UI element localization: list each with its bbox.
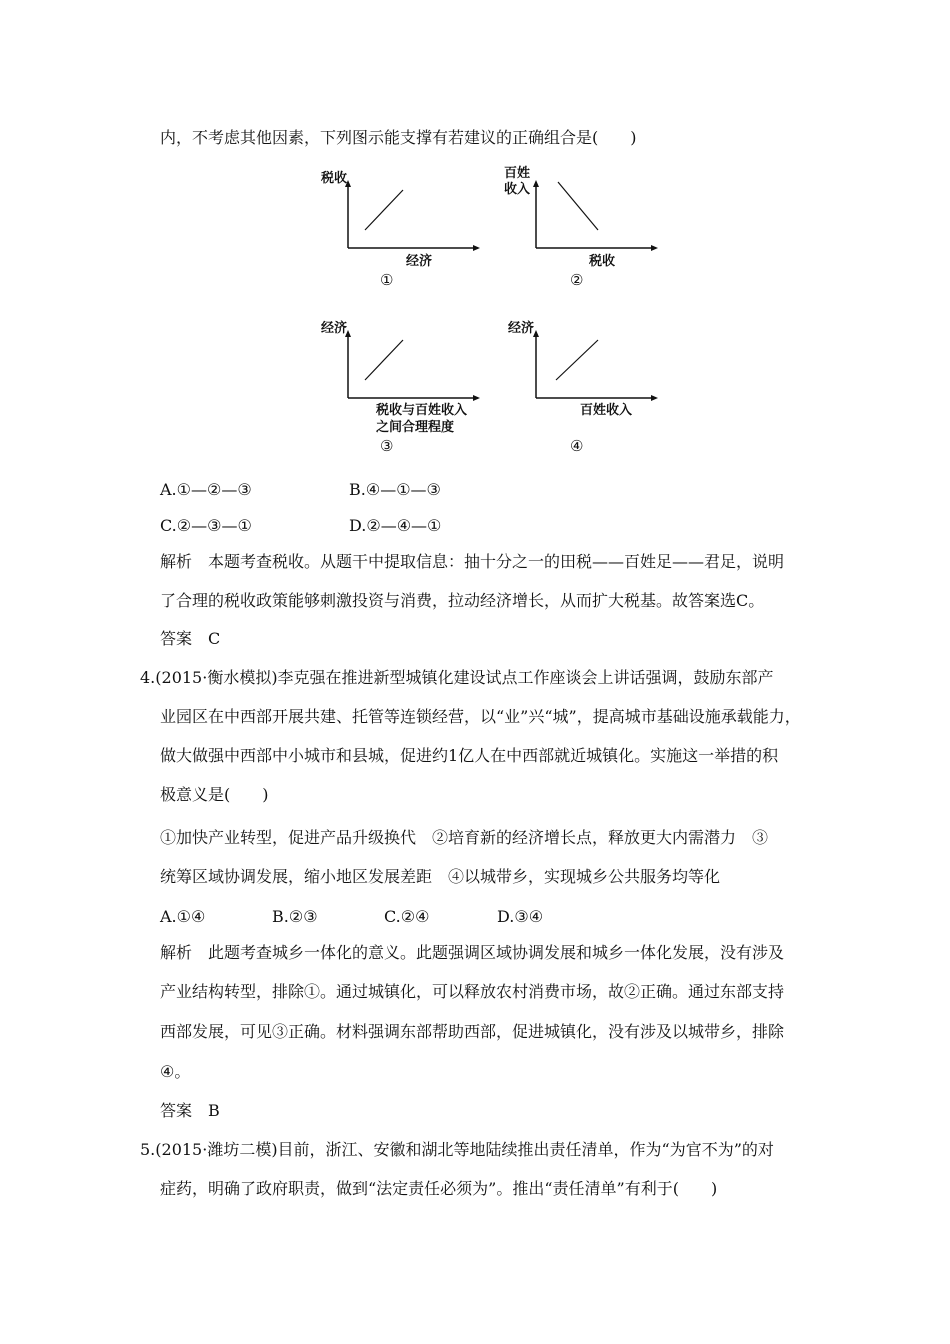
graph3-y-label: 经济 (321, 321, 348, 336)
graph2-y-label-1: 百姓 (504, 166, 531, 181)
graph1-y-label: 税收 (321, 171, 348, 186)
q4-analysis-line-2: 产业结构转型，排除①。通过城镇化，可以释放农村消费市场，故②正确。通过东部支持 (160, 982, 785, 1001)
graph3-trend-line (365, 340, 403, 380)
q5-stem-line-2: 症药，明确了政府职责，做到“法定责任必须为”。推出“责任清单”有利于( ) (160, 1179, 718, 1198)
graph3-number: ③ (380, 437, 394, 455)
q4-items-line-2: 统筹区域协调发展，缩小地区发展差距 ④以城带乡，实现城乡公共服务均等化 (160, 867, 721, 886)
graph4-chart (528, 330, 658, 402)
graph2-y-label-2: 收入 (504, 182, 531, 197)
q4-analysis-line-4: ④。 (160, 1062, 191, 1081)
q4-answer: 答案 B (160, 1101, 220, 1120)
graph4-number: ④ (570, 437, 584, 455)
q4-option-c: C.②④ (384, 907, 430, 926)
q3-option-d: D.②—④—① (349, 516, 442, 535)
graph1-x-label: 经济 (406, 254, 433, 269)
graph2-trend-line (558, 182, 598, 230)
q3-analysis-line-1: 解析 本题考查税收。从题干中提取信息：抽十分之一的田税——百姓足——君足，说明 (160, 552, 785, 571)
q3-analysis-line-2: 了合理的税收政策能够刺激投资与消费，拉动经济增长，从而扩大税基。故答案选C。 (160, 591, 765, 610)
q3-answer: 答案 C (160, 629, 221, 648)
q4-items-line-1: ①加快产业转型，促进产品升级换代 ②培育新的经济增长点，释放更大内需潜力 ③ (160, 828, 769, 847)
graph2-x-label: 税收 (589, 254, 616, 269)
graph4-y-label: 经济 (508, 321, 535, 336)
graph4-x-label: 百姓收入 (580, 403, 633, 418)
graph3-x-label-1: 税收与百姓收入 (376, 403, 468, 418)
q4-analysis-line-3: 西部发展，可见③正确。材料强调东部帮助西部，促进城镇化，没有涉及以城带乡，排除 (160, 1022, 785, 1041)
graph1-number: ① (380, 271, 394, 289)
q4-stem-line-2: 业园区在中西部开展共建、托管等连锁经营，以“业”兴“城”，提高城市基础设施承载能力， (160, 707, 801, 726)
q4-option-b: B.②③ (272, 907, 318, 926)
q3-option-c: C.②—③—① (160, 516, 252, 535)
q3-option-b: B.④—①—③ (349, 480, 441, 499)
q3-option-a: A.①—②—③ (160, 480, 252, 499)
q4-analysis-line-1: 解析 此题考查城乡一体化的意义。此题强调区域协调发展和城乡一体化发展，没有涉及 (160, 943, 785, 962)
graph1-trend-line (365, 190, 403, 230)
graph1-chart (340, 180, 480, 252)
graph3-chart (340, 330, 480, 402)
q4-option-d: D.③④ (497, 907, 544, 926)
q4-stem-line-3: 做大做强中西部中小城市和县城，促进约1亿人在中西部就近城镇化。实施这一举措的积 (160, 746, 779, 765)
q3-stem-tail: 内，不考虑其他因素，下列图示能支撑有若建议的正确组合是( ) (160, 128, 637, 147)
graph2-chart (528, 180, 658, 252)
graph3-x-label-2: 之间合理程度 (376, 420, 455, 435)
q4-stem-line-1: 4.(2015·衡水模拟)李克强在推进新型城镇化建设试点工作座谈会上讲话强调，鼓励东部产 (140, 668, 774, 687)
q4-option-a: A.①④ (160, 907, 206, 926)
q4-stem-line-4: 极意义是( ) (160, 785, 269, 804)
q5-stem-line-1: 5.(2015·潍坊二模)目前，浙江、安徽和湖北等地陆续推出责任清单，作为“为官不为”的对 (140, 1140, 774, 1159)
graph4-trend-line (556, 340, 598, 380)
graph2-number: ② (570, 271, 584, 289)
